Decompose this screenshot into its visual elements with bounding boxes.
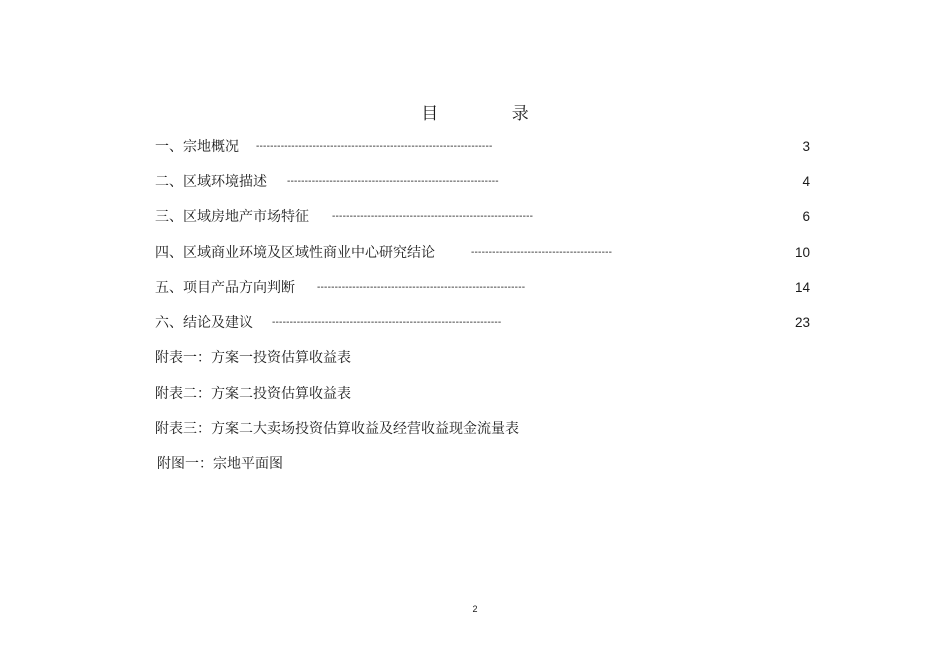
toc-entry[interactable] xyxy=(155,172,499,192)
toc-entry[interactable] xyxy=(155,137,493,157)
toc-entry[interactable] xyxy=(155,313,502,333)
toc-entry-label: 一、宗地概况 xyxy=(155,139,239,155)
toc-entry-page: 23 xyxy=(794,315,810,330)
toc-entry-label: 四、区域商业环境及区域性商业中心研究结论 xyxy=(155,245,435,261)
toc-entry-page: 3 xyxy=(802,139,810,154)
toc-entry-page: 4 xyxy=(802,174,810,189)
page-number: 2 xyxy=(472,604,478,614)
toc-entry-leader: ------------------------------------------------------------ xyxy=(287,176,499,187)
toc-entry-label: 二、区域环境描述 xyxy=(155,174,267,190)
toc-entry-leader: --------------------------------------------------------- xyxy=(332,211,534,222)
toc-entry-page: 6 xyxy=(802,209,810,224)
toc-entry-label: 六、结论及建议 xyxy=(155,315,253,331)
toc-entry[interactable] xyxy=(155,243,613,263)
appendix-entry[interactable]: 附图一：宗地平面图 xyxy=(157,456,283,472)
toc-entry-leader: ---------------------------------------- xyxy=(471,247,613,258)
toc-entry-label: 五、项目产品方向判断 xyxy=(155,280,295,296)
toc-entry-page: 14 xyxy=(794,280,810,295)
toc-entry-page: 10 xyxy=(794,245,810,260)
toc-entry-leader: ----------------------------------------------------------------- xyxy=(272,317,502,328)
toc-title: 目 录 xyxy=(421,104,563,124)
toc-entry-label: 三、区域房地产市场特征 xyxy=(155,209,309,225)
toc-entry-leader: ----------------------------------------------------------- xyxy=(317,282,526,293)
appendix-entry[interactable]: 附表三：方案二大卖场投资估算收益及经营收益现金流量表 xyxy=(155,421,519,437)
appendix-entry[interactable]: 附表二：方案二投资估算收益表 xyxy=(155,386,351,402)
toc-entry[interactable] xyxy=(155,207,534,227)
toc-entry-leader: ------------------------------------------------------------------- xyxy=(256,141,493,152)
appendix-entry[interactable]: 附表一：方案一投资估算收益表 xyxy=(155,350,351,366)
toc-entry[interactable] xyxy=(155,278,526,298)
